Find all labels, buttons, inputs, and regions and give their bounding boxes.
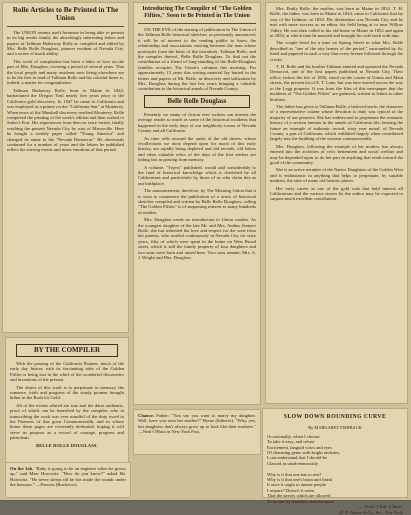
clip-on-the-job <box>5 462 131 498</box>
paragraph: All of the events related are true and the dates authentic, proof of which can be furnished by the compiler, who in transcribing the work was ever mindful of the duty owed to the Pioneers of this great Commonwealth, and in whose honor these pages are reverently dedicated, hoping it will serve its purpose as a record of courage, progress and patriotism. <box>10 402 124 441</box>
headline-on-the-job: On the Job. <box>10 466 34 471</box>
headline-rolle-articles: Rolle Articles to Be Printed in The Union <box>12 6 119 23</box>
paragraph: This work of compilation has been a labor of love on the part of Mrs. Douglass, covering a period of several years. That the local people and many residents now living elsewhere are to be the first to read of Tallman Rolle and his colorful times is, indeed, a matter for congratulation. <box>7 58 124 86</box>
paragraph: Her early career as one of the gold rush that held interest all Californians and the various stories by the author may be expected to surpass much excellent contribution. <box>270 185 403 202</box>
joke-text: Father: "You say you want to marry my daughter. Well, have you seen her mother?" Byrne (hitherto): "Why, yes, but daughters don't always grow up to look like their mothers." —Neal O'Hara in New York Post. <box>138 413 256 435</box>
paragraph: Tallman Hathaway Rolle, born in Maine in 1824, barbarianed the Oregon Trail nearly five years prior to the California gold discovery. In 1847 he came to California and was employed as a printer on the "California Star" at Monterey. When news of the Marshall discovery reached Monterey, Rolle completed the printing of the week's edition and then rushed to Sutter's Fort. His experiences from then on were varied, finally reaching the present Nevada City by way of Marysville. Here he bought a weekly paper called "Young America" and changed its name to the "Nevada Democrat." He afterwards continued for a number of years and the letters he published reflect the stirring events and times emotions of that period. <box>7 87 124 153</box>
paragraph: ON THE EVE of the starting of publication in The Union of the Tallman Rolle historical sketches, as previously announced, it will be of interest to the reading public to know the relationship and associations existing between the man whose portrayals form the basis of the narratives, Tallman Rolle, and the compiler thereof, Belle Rolle Douglass. To find out the contribution of a friend of long-standing of the Rolle-Douglass families occupies The Union's columns this morning. For approximately 13 years this writing material lay buried in the letters and papers of Mr. Rolle, in discovery and utilization by Mrs. Douglass during the last few years bringing a valuable contribution to the historical annals of Nevada County. <box>138 27 256 92</box>
poem-line: To mount by harmless abandonment <box>267 498 334 504</box>
clip-rolle-articles <box>2 2 129 333</box>
poem-line: Why is it that one's brain and finish <box>267 477 333 483</box>
paragraph: Presently we many of fiction ever written can interest the average reader so much as some of the historical incidents that happened in the early days of our neighborly towns of Nevada County and all California. <box>138 111 256 134</box>
poem-line: Of charming gents with bright neckties, <box>267 450 340 456</box>
poem <box>267 434 403 504</box>
poem-line: I require? Doesn't it seem <box>267 487 315 493</box>
poem-line: To take it easy, and refuse <box>267 439 315 445</box>
clip-chance <box>133 409 261 455</box>
clip-slow-down <box>262 408 408 515</box>
headline-by-the-compiler: BY THE COMPILER <box>16 344 118 357</box>
joke-text: "Baby is going to be an engineer when he grows up," said Maw Horowitz. "How do you know?" asked Mr. Horowitz. "He never sleeps till he has made the rounds under the bassoon." —Parsons (Buckeroo). <box>10 466 126 488</box>
paragraph: The couple lived for a time on Spring Street in what Mrs. Rolle described as "one of the airy homes of the period," surrounded by fir, lined and papered in such a way that every breeze followed through the cracks. <box>270 40 403 62</box>
paragraph: The UNION resents itself fortunate in being able to present in its big reader family the absorbingly interesting letters and papers of Tallman Hathaway Rolle as compiled and edited by Mrs. Belle Rolle Douglass, pioneer resident of Nevada City, and a writer of much ability. <box>7 29 124 57</box>
poem-line: Classed as unadventurously <box>267 460 319 466</box>
paragraph: She is an active member of the Native Daughters of the Golden West and is enthusiastic in anything that helps to perpetuate, by suitable markers, the sites of many old historic places. <box>270 167 403 184</box>
caption-belle-rolle-douglass: Belle Rolle Douglass <box>144 95 250 108</box>
byline: By MARGARET FISHBACK <box>308 425 362 431</box>
poem-line: Why is it that one has to rest? <box>267 471 322 477</box>
poem-line: I can understand that I should be <box>267 455 327 461</box>
paragraph: Mrs. Douglass, following the example of her mother, has always entered into the activities of civic betterment and social welfare and may be depended upon to do her part in anything that tends toward the good of the community. <box>270 143 403 165</box>
paragraph: Mrs. Emily Rolle, the mother, was born in Maine in 1832. T. H. Rolle, the father, was born in Maine in 1824, came to California first by way of the Isthmus, in 1834. His destination was Nevada City and he met with more success as an editor, his field being at or near Willow Valley. He was then called to his old home in Maine in 1852 and again in 1854, at which time he married and brought his wife back with him. <box>270 6 403 39</box>
clip-introducing-compiler <box>133 2 261 405</box>
credit-publisher: (E. P. Dutton & Co., Inc., New York) <box>338 509 403 515</box>
paragraph: A volume, "Tryers" published, would add considerably to the fund of historical knowledge which is cherished by all Californians and particularly by those of us who claim this as our birthplace. <box>138 164 256 186</box>
headline-introducing: Introducing The Compiler of "The Golden Fifties," Soon to Be Printed in The Union <box>142 6 252 19</box>
paragraph: With the passing of the California Pioneer, much of the early day history with its fascinating tales of the Golden Fifties is being lost in the whirl of the wonderful discoveries and inventions of the present. <box>10 361 124 383</box>
poem-line: That the nerves which are allowed <box>267 493 331 499</box>
headline-chance: Chance. <box>138 413 154 418</box>
poem-line: It once it ought to amaze people <box>267 482 326 488</box>
poem-line: Occasionally, when I choose <box>267 433 320 439</box>
paragraph: T. H. Rolle and his brother Tallman entered and operated the Nevada Democrat, one of the first papers published in Nevada City. Their office, before the fire of 1856, stood on the corner of Union and Main streets, the present lot of E. T. Lane, but was later moved across the way to the Legg property. It was from the files of this newspaper that the incidents of "The Golden Fifties" are gathered, written as letters to other brothers. <box>270 64 403 102</box>
paragraph: The announcement, therefore, by The Morning Union that it is soon to commence the publication of a series of historical sketches compiled and written by Belle Rolle Douglass, calling "The Golden Fifties" is of surpassing interest to many hundreds of readers. <box>138 188 256 215</box>
paragraph: Mrs. Douglass needs no introduction to Union readers. As the youngest daughter of the late Mr. and Mrs. Anthus Jennyer Rolle, she has inherited the love and respect for the west from her parents, who resided continuously in Nevada City for sixty years, fifty of which were spent in the home on West Broad street, which is still the family property of four daughters and two sons were born and raised here. Two sons remain, Mrs. S. J. Wright and Mrs. Douglass. <box>138 217 256 261</box>
poem-line: Excitement, languid vows and eyes <box>267 444 332 450</box>
divider <box>138 23 256 24</box>
divider <box>7 26 124 27</box>
paragraph: The father has given to Tallman Rolle, a beloved uncle, the character of a representative citizen whose devotion to duty was typical of the majority of our pioneers. She has endeavored to perpetuate the romantic history of a section famous in the annals of California life, bearing the future an example of authentic record, sixty year moral, of Nevada County, a part of California, which exhibited largely when contributed largely into the building of the western commonwealth. <box>270 103 403 142</box>
headline-slow-down: SLOW DOWN ROUNDING CURVE <box>283 414 387 420</box>
signature: BELLE ROLLE DOUGLASS. <box>36 442 98 448</box>
paragraph: The object of this work is to perpetuate in memory, the romance, trials and progress of the sturdy pioneer brought hither in the Rush for Gold. <box>10 384 124 401</box>
clip-emily-rolle <box>265 2 408 404</box>
paragraph: As time rolls onward the ranks of the old timers, whose recollections we most depend upon for much of this early history, are rapidly being depleted and old records, old letters and other valuable relics of the days of the first settlers are fading fast in passing from memory. <box>138 135 256 163</box>
credit-source: — From "I Take It Back" <box>359 504 403 510</box>
